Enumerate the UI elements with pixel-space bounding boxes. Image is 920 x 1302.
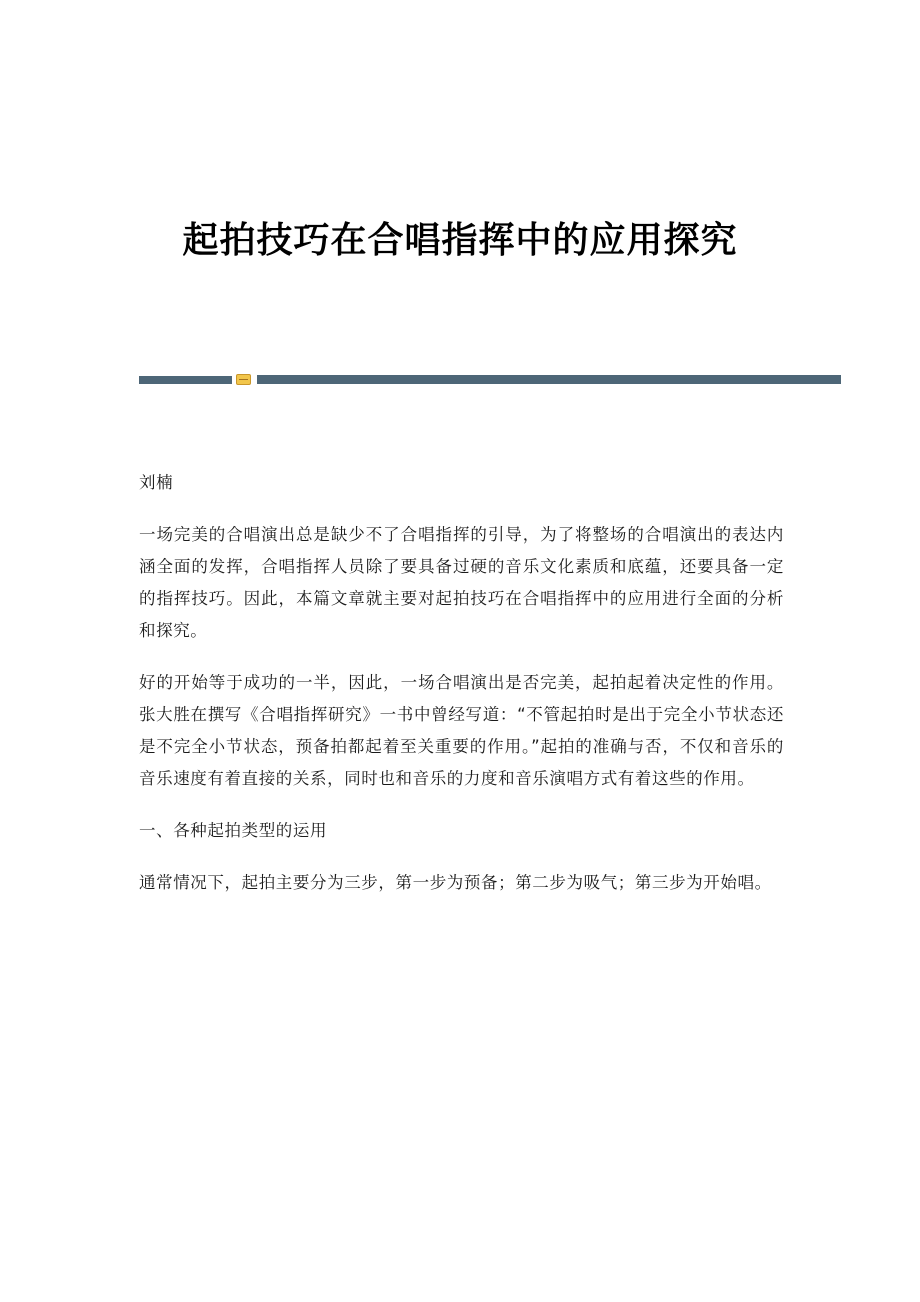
author-name: 刘楠	[139, 473, 174, 492]
paragraph-importance: 好的开始等于成功的一半，因此，一场合唱演出是否完美，起拍起着决定性的作用。张大胜在撰写《合唱指挥研究》一书中曾经写道：“不管起拍时是出于完全小节状态还是不完全小节状态，预备拍都起着至关重要的作用。”起拍的准确与否，不仅和音乐的音乐速度有着直接的关系，同时也和音乐的力度和音乐演唱方式有着这些的作用。	[139, 673, 784, 788]
title-divider	[139, 374, 841, 386]
divider-ornament-icon	[236, 374, 251, 385]
divider-bar-left	[139, 376, 232, 384]
paragraph-intro: 一场完美的合唱演出总是缺少不了合唱指挥的引导，为了将整场的合唱演出的表达内涵全面的发挥，合唱指挥人员除了要具备过硬的音乐文化素质和底蕴，还要具备一定的指挥技巧。因此，本篇文章就主要对起拍技巧在合唱指挥中的应用进行全面的分析和探究。	[139, 525, 784, 640]
section-heading: 一、各种起拍类型的运用	[139, 821, 328, 840]
paragraph-steps: 通常情况下，起拍主要分为三步，第一步为预备；第二步为吸气；第三步为开始唱。	[139, 873, 772, 892]
document-body	[139, 467, 784, 919]
document-title: 起拍技巧在合唱指挥中的应用探究	[182, 219, 738, 261]
divider-bar-right	[257, 375, 841, 384]
